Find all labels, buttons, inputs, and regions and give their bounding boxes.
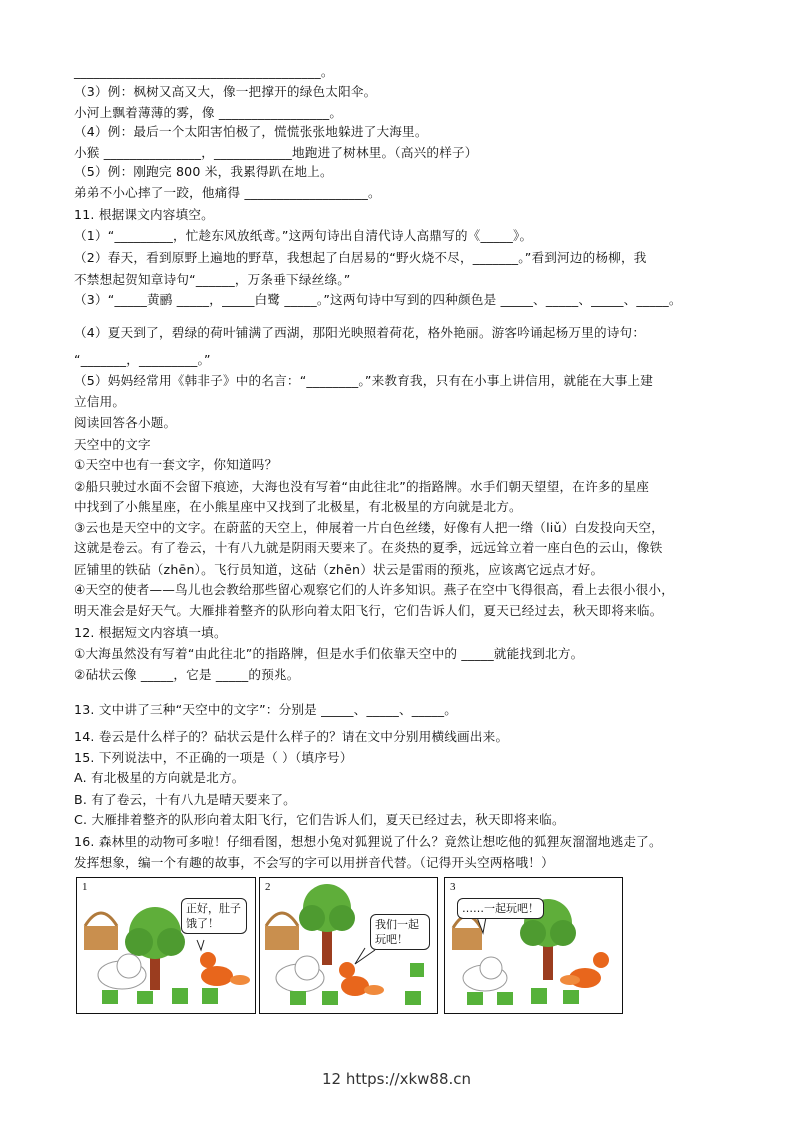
passage-line: 明天准会是好天气。大雁排着整齐的队形向着太阳飞行，它们告诉人们，夏天已经过去，秋天即将来临。 — [74, 603, 663, 618]
page-footer: 12 https://xkw88.cn — [321, 1070, 472, 1088]
rabbit-icon — [98, 954, 146, 989]
text-line: 16. 森林里的动物可多啦！仔细看图，想想小兔对狐狸说了什么？竟然让想吃他的狐狸灰溜溜地逃走了。 — [74, 834, 662, 849]
text-line: ______________________________________。 — [74, 64, 334, 79]
speech-bubble: 正好，肚子饿了！ — [181, 898, 247, 934]
option-b: B. 有了卷云，十有八九是晴天要来了。 — [74, 792, 296, 807]
passage-line: ④天空的使者——鸟儿也会教给那些留心观察它们的人许多知识。燕子在空中飞得很高，看上去很小很小， — [74, 582, 675, 597]
tree-icon — [299, 884, 355, 965]
passage-title: 天空中的文字 — [74, 437, 151, 452]
text-line: （3）“_____黄鹂 _____，_____白鹭 _____。”这两句诗中写到的四种颜色是 _____、_____、_____、_____。 — [74, 292, 682, 307]
text-line: 弟弟不小心摔了一跤，他痛得 ___________________。 — [74, 185, 381, 200]
passage-line: 这就是卷云。有了卷云，十有八九就是阴雨天要来了。在炎热的夏季，远远耸立着一座白色的云山，像铁 — [74, 540, 663, 555]
text-line: （5）妈妈经常用《韩非子》中的名言：“________。”来教育我，只有在小事上讲信用，就能在大事上建 — [74, 373, 654, 388]
rabbit-icon — [463, 957, 507, 991]
comic-panel-2 — [259, 877, 438, 1014]
text-line: 小河上飘着薄薄的雾，像 _________________。 — [74, 105, 343, 120]
text-line: “_______，_________。” — [74, 352, 211, 367]
panel-number: 3 — [450, 881, 456, 893]
passage-line: ①天空中也有一套文字，你知道吗？ — [74, 457, 278, 472]
speech-bubble: 我们一起玩吧！ — [370, 914, 430, 950]
fox-icon — [200, 952, 250, 986]
panel-number: 1 — [82, 881, 88, 893]
basket-icon — [265, 913, 299, 950]
text-line: ②砧状云像 _____，它是 _____的预兆。 — [74, 667, 300, 682]
option-c: C. 大雁排着整齐的队形向着太阳飞行，它们告诉人们，夏天已经过去，秋天即将来临。 — [74, 812, 565, 827]
text-line: 15. 下列说法中，不正确的一项是（ ）（填序号） — [74, 750, 353, 765]
text-line: 阅读回答各小题。 — [74, 415, 177, 430]
text-line: （3）例：枫树又高又大，像一把撑开的绿色太阳伞。 — [74, 84, 377, 99]
option-a: A. 有北极星的方向就是北方。 — [74, 770, 245, 785]
basket-icon — [452, 916, 482, 950]
text-line: 小猴 _______________，____________地跑进了树林里。（高兴的样子） — [74, 145, 478, 160]
text-line: （5）例：刚跑完 800 米，我累得趴在地上。 — [74, 164, 333, 179]
passage-line: 匠铺里的铁砧（zhēn）。飞行员知道，这砧（zhēn）状云是雷雨的预兆，应该离它远点才好。 — [74, 562, 604, 577]
text-line: 发挥想象，编一个有趣的故事，不会写的字可以用拼音代替。（记得开头空两格哦！） — [74, 855, 554, 870]
rabbit-icon — [276, 956, 324, 992]
text-line: 立信用。 — [74, 394, 126, 409]
text-line: 不禁想起贺知章诗句“______，万条垂下绿丝绦。” — [74, 272, 351, 287]
question-heading: 12. 根据短文内容填一填。 — [74, 625, 227, 640]
comic-panel-1 — [76, 877, 256, 1014]
passage-line: 中找到了小熊星座，在小熊星座中又找到了北极星，有北极星的方向就是北方。 — [74, 499, 522, 514]
grass-icon — [102, 988, 218, 1004]
text-line: 13. 文中讲了三种“天空中的文字”：分别是 _____、_____、_____。 — [74, 702, 458, 717]
passage-line: ②船只驶过水面不会留下痕迹，大海也没有写着“由此往北”的指路牌。水手们朝天望望，在许多的星座 — [74, 479, 650, 494]
text-line: 14. 卷云是什么样子的？砧状云是什么样子的？请在文中分别用横线画出来。 — [74, 729, 509, 744]
panel-number: 2 — [265, 881, 271, 893]
passage-line: ③云也是天空中的文字。在蔚蓝的天空上，伸展着一片白色丝缕，好像有人把一绺（liǔ）白发投向天空， — [74, 520, 664, 535]
question-heading: 11. 根据课文内容填空。 — [74, 207, 214, 222]
basket-icon — [84, 913, 118, 950]
text-line: ①大海虽然没有写着“由此往北”的指路牌，但是水手们依靠天空中的 _____就能找到北方。 — [74, 646, 584, 661]
text-line: （2）春天，看到原野上遍地的野草，我想起了白居易的“野火烧不尽，_______。”看到河边的杨柳，我 — [74, 250, 647, 265]
text-line: （4）夏天到了，碧绿的荷叶铺满了西湖，那阳光映照着荷花，格外艳丽。游客吟诵起杨万里的诗句： — [74, 325, 646, 340]
text-line: （4）例：最后一个太阳害怕极了，慌慌张张地躲进了大海里。 — [74, 124, 428, 139]
speech-bubble: ……一起玩吧！ — [457, 898, 544, 919]
fox-icon — [560, 952, 609, 988]
text-line: （1）“_________，忙趁东风放纸鸢。”这两句诗出自清代诗人高鼎写的《_____》。 — [74, 228, 533, 243]
comic-panel-3 — [444, 877, 623, 1014]
fox-icon — [339, 962, 384, 996]
